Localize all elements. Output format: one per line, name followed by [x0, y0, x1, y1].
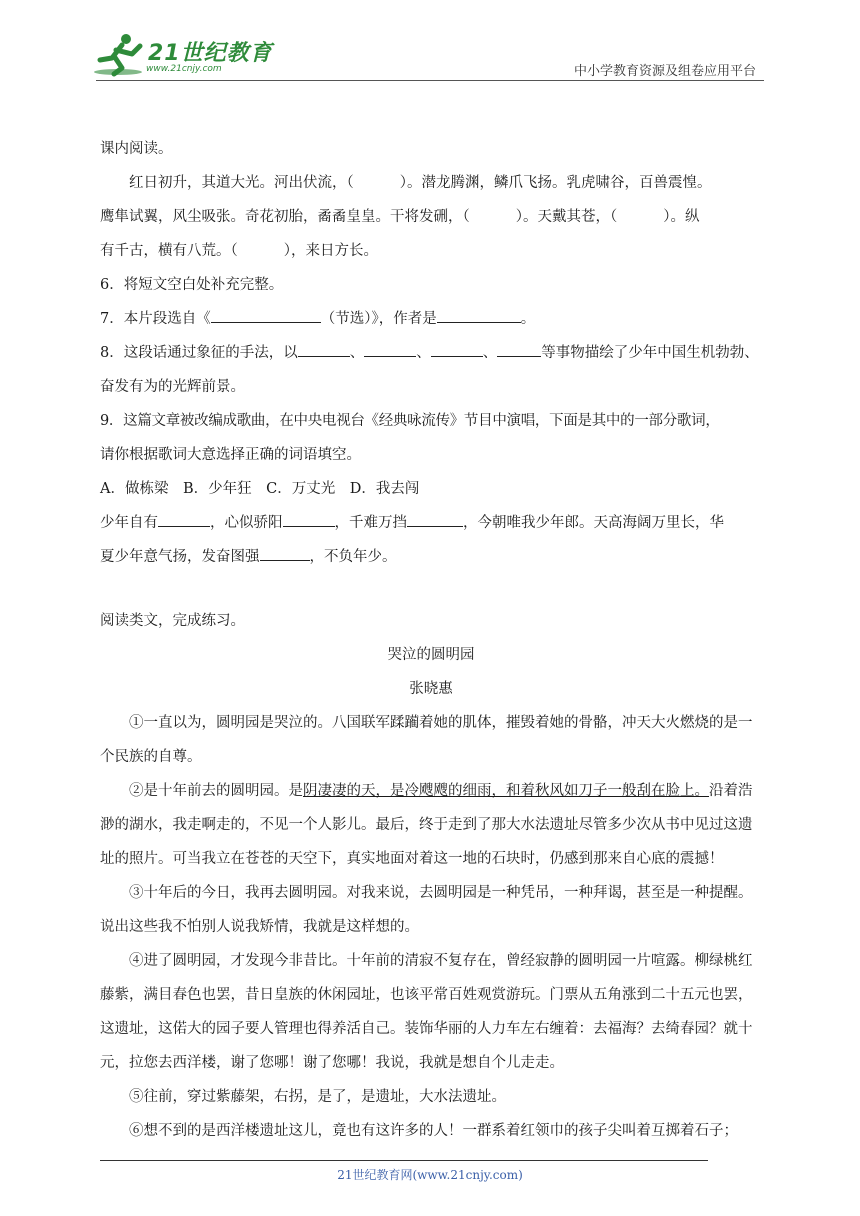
footer-divider — [100, 1160, 708, 1161]
logo-text: 21世纪教育 — [148, 41, 273, 66]
question-6: 6．将短文空白处补充完整。 — [100, 277, 284, 293]
platform-label: 中小学教育资源及组卷应用平台 — [573, 64, 756, 79]
header-divider — [96, 80, 764, 81]
section1-intro: 课内阅读。 — [100, 141, 173, 157]
article-author: 张晓惠 — [409, 681, 453, 697]
article-paragraph-3: ③十年后的今日，我再去圆明园。对我来说，去圆明园是一种凭吊，一种拜谒，甚至是一种提醒。说出这些我不怕别人说我矫情，我就是这样想的。 — [100, 885, 753, 935]
question-9-cont: 请你根据歌词大意选择正确的词语填空。 — [100, 447, 361, 463]
article-paragraph-5: ⑤往前，穿过紫藤架，右拐，是了，是遗址，大水法遗址。 — [129, 1089, 506, 1105]
article-paragraph-6: ⑥想不到的是西洋楼遗址这儿，竟也有这许多的人！一群系着红领巾的孩子尖叫着互掷着石子； — [129, 1123, 738, 1139]
passage-line-2: 鹰隼试翼，风尘吸张。奇花初胎，矞矞皇皇。干将发硎，（ ）。天戴其苍，（ ）。纵 — [100, 209, 700, 225]
document-body — [100, 132, 762, 1148]
article-paragraph-4: ④进了圆明园，才发现今非昔比。十年前的清寂不复存在，曾经寂静的圆明园一片喧露。柳绿桃红藤紫，满目春色也罢，昔日皇族的休闲园址，也该平常百姓观赏游玩。门票从五角涨到二十五元也罢，这遗址，这偌大的园子要人管理也得养活自己。装饰华丽的人力车左右缠着：去福海？去绮春园？就十元，拉您去西洋楼，谢了您哪！谢了您哪！我说，我就是想自个儿走走。 — [100, 953, 753, 1071]
lyric-line-2: 夏少年意气扬，发奋图强 ，不负年少。 — [100, 540, 762, 574]
underlined-sentence: 阴凄凄的天，是冷飕飕的细雨，和着秋风如刀子一般刮在脸上。 — [303, 783, 709, 799]
passage-line-3: 有千古，横有八荒。（ ），来日方长。 — [100, 243, 378, 259]
page-header — [0, 0, 860, 82]
question-7: 7．本片段选自《 （节选）》，作者是 。 — [100, 302, 762, 336]
lyric-line-1: 少年自有 ，心似骄阳 ，千难万挡 ，今朝唯我少年郎。天高海阔万里长，华 — [100, 506, 762, 540]
question-8: 8．这段话通过象征的手法，以 、 、 、 等事物描绘了少年中国生机勃勃、 — [100, 336, 762, 370]
logo-url: www.21cnjy.com — [146, 64, 222, 74]
answer-options: A．做栋梁 B．少年狂 C．万丈光 D．我去闯 — [100, 481, 420, 497]
article-paragraph-2: ②是十年前去的圆明园。是阴凄凄的天，是冷飕飕的细雨，和着秋风如刀子一般刮在脸上。沿着浩渺的湖水，我走啊走的，不见一个人影儿。最后，终于走到了那大水法遗址尽管多少次从书中见过这遗址的照片。可当我立在苍苍的天空下，真实地面对着这一地的石块时，仍感到那来自心底的震撼！ — [100, 783, 753, 867]
article-paragraph-1: ①一直以为，圆明园是哭泣的。八国联军蹂躏着她的肌体，摧毁着她的骨骼，冲天大火燃烧的是一个民族的自尊。 — [100, 715, 753, 765]
question-8-cont: 奋发有为的光辉前景。 — [100, 379, 245, 395]
section2-intro: 阅读类文，完成练习。 — [100, 613, 245, 629]
passage-line-1: 红日初升，其道大光。河出伏流，（ ）。潜龙腾渊，鳞爪飞扬。乳虎啸谷，百兽震惶。 — [129, 175, 712, 191]
article-title: 哭泣的圆明园 — [387, 647, 475, 663]
page-footer: 21世纪教育网(www.21cnjy.com) — [337, 1168, 523, 1182]
question-9: 9．这篇文章被改编成歌曲，在中央电视台《经典咏流传》节目中演唱，下面是其中的一部分歌词， — [100, 413, 720, 429]
